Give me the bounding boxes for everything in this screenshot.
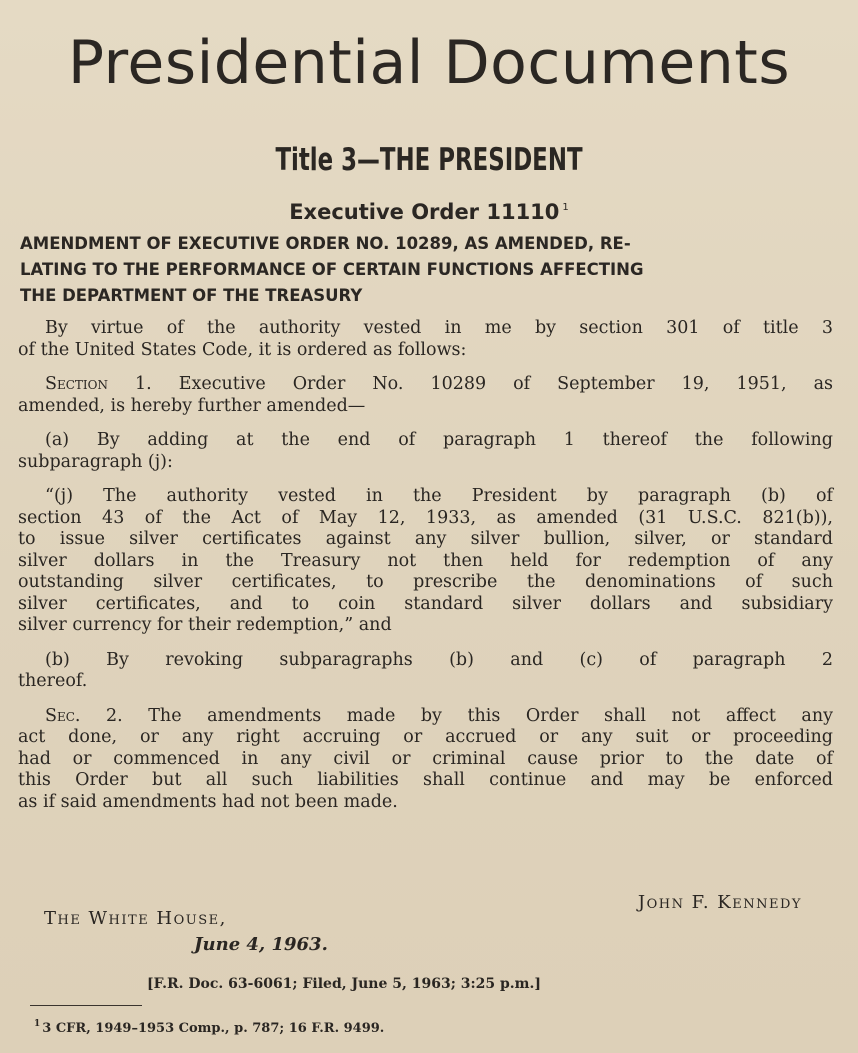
section-label: Sec. bbox=[45, 705, 81, 726]
footnote-text: 3 CFR, 1949–1953 Comp., p. 787; 16 F.R. 9499. bbox=[42, 1021, 385, 1036]
text-line bbox=[18, 706, 833, 728]
text-line: subparagraph (j): bbox=[18, 451, 173, 472]
text-line: section 43 of the Act of May 12, 1933, as amended (31 U.S.C. 821(b)), bbox=[18, 507, 833, 528]
issuing-place: The White House, bbox=[44, 908, 227, 929]
section-header: Presidential Documents bbox=[67, 28, 791, 98]
footnote bbox=[34, 1019, 384, 1036]
text-line: as if said amendments had not been made. bbox=[18, 791, 398, 812]
text-line: (a) By adding at the end of paragraph 1 thereof the following bbox=[45, 430, 833, 450]
text-line: act done, or any right accruing or accrued or any suit or proceeding bbox=[18, 727, 833, 747]
signature: John F. Kennedy bbox=[637, 892, 802, 913]
text-line: amended, is hereby further amended— bbox=[18, 395, 366, 416]
text-line: “(j) The authority vested in the President by paragraph (b) of bbox=[45, 486, 833, 506]
title-heading: Title 3—THE PRESIDENT bbox=[275, 142, 583, 178]
text-line: silver currency for their redemption,” and bbox=[18, 615, 392, 635]
text-line: of the United States Code, it is ordered as follows: bbox=[18, 339, 467, 360]
section-label: Section bbox=[45, 374, 109, 394]
footnote-mark: 1 bbox=[34, 1019, 41, 1029]
section-1-text: 1. Executive Order No. 10289 of September 19, 1951, as bbox=[108, 374, 833, 394]
executive-order-number: Executive Order 11110 bbox=[289, 200, 560, 224]
intro-paragraph bbox=[18, 318, 833, 361]
section-2-paragraph bbox=[18, 706, 833, 814]
footnote-reference: 1 bbox=[562, 202, 569, 213]
text-line: to issue silver certificates against any silver bullion, silver, or standard bbox=[18, 529, 833, 549]
text-line bbox=[18, 374, 833, 396]
executive-order-heading bbox=[0, 193, 858, 227]
subject-line: AMENDMENT OF EXECUTIVE ORDER NO. 10289, AS AMENDED, RE- bbox=[20, 234, 631, 253]
text-line: By virtue of the authority vested in me by section 301 of title 3 bbox=[45, 318, 833, 338]
text-line: this Order but all such liabilities shall continue and may be enforced bbox=[18, 770, 833, 790]
subject-line: LATING TO THE PERFORMANCE OF CERTAIN FUNCTIONS AFFECTING bbox=[20, 260, 644, 279]
section-2-text: 2. The amendments made by this Order shall not affect any bbox=[80, 705, 833, 726]
order-body bbox=[18, 318, 833, 826]
text-line: silver certificates, and to coin standard silver dollars and subsidiary bbox=[18, 593, 833, 614]
section-1-paragraph bbox=[18, 374, 833, 417]
text-line: (b) By revoking subparagraphs (b) and (c) of paragraph 2 bbox=[45, 649, 833, 670]
paragraph-b bbox=[18, 650, 833, 693]
text-line: had or commenced in any civil or criminal cause prior to the date of bbox=[18, 748, 833, 769]
issue-date: June 4, 1963. bbox=[194, 934, 328, 955]
subject-line: THE DEPARTMENT OF THE TREASURY bbox=[20, 286, 363, 305]
order-subject bbox=[20, 231, 840, 309]
text-line: thereof. bbox=[18, 671, 88, 691]
subparagraph-j bbox=[18, 486, 833, 637]
text-line: silver dollars in the Treasury not then held for redemption of any bbox=[18, 550, 833, 571]
federal-register-filing: [F.R. Doc. 63-6061; Filed, June 5, 1963; 3:25 p.m.] bbox=[147, 976, 541, 992]
paragraph-a bbox=[18, 430, 833, 473]
text-line: outstanding silver certificates, to prescribe the denominations of such bbox=[18, 572, 833, 592]
footnote-divider bbox=[30, 1005, 142, 1006]
